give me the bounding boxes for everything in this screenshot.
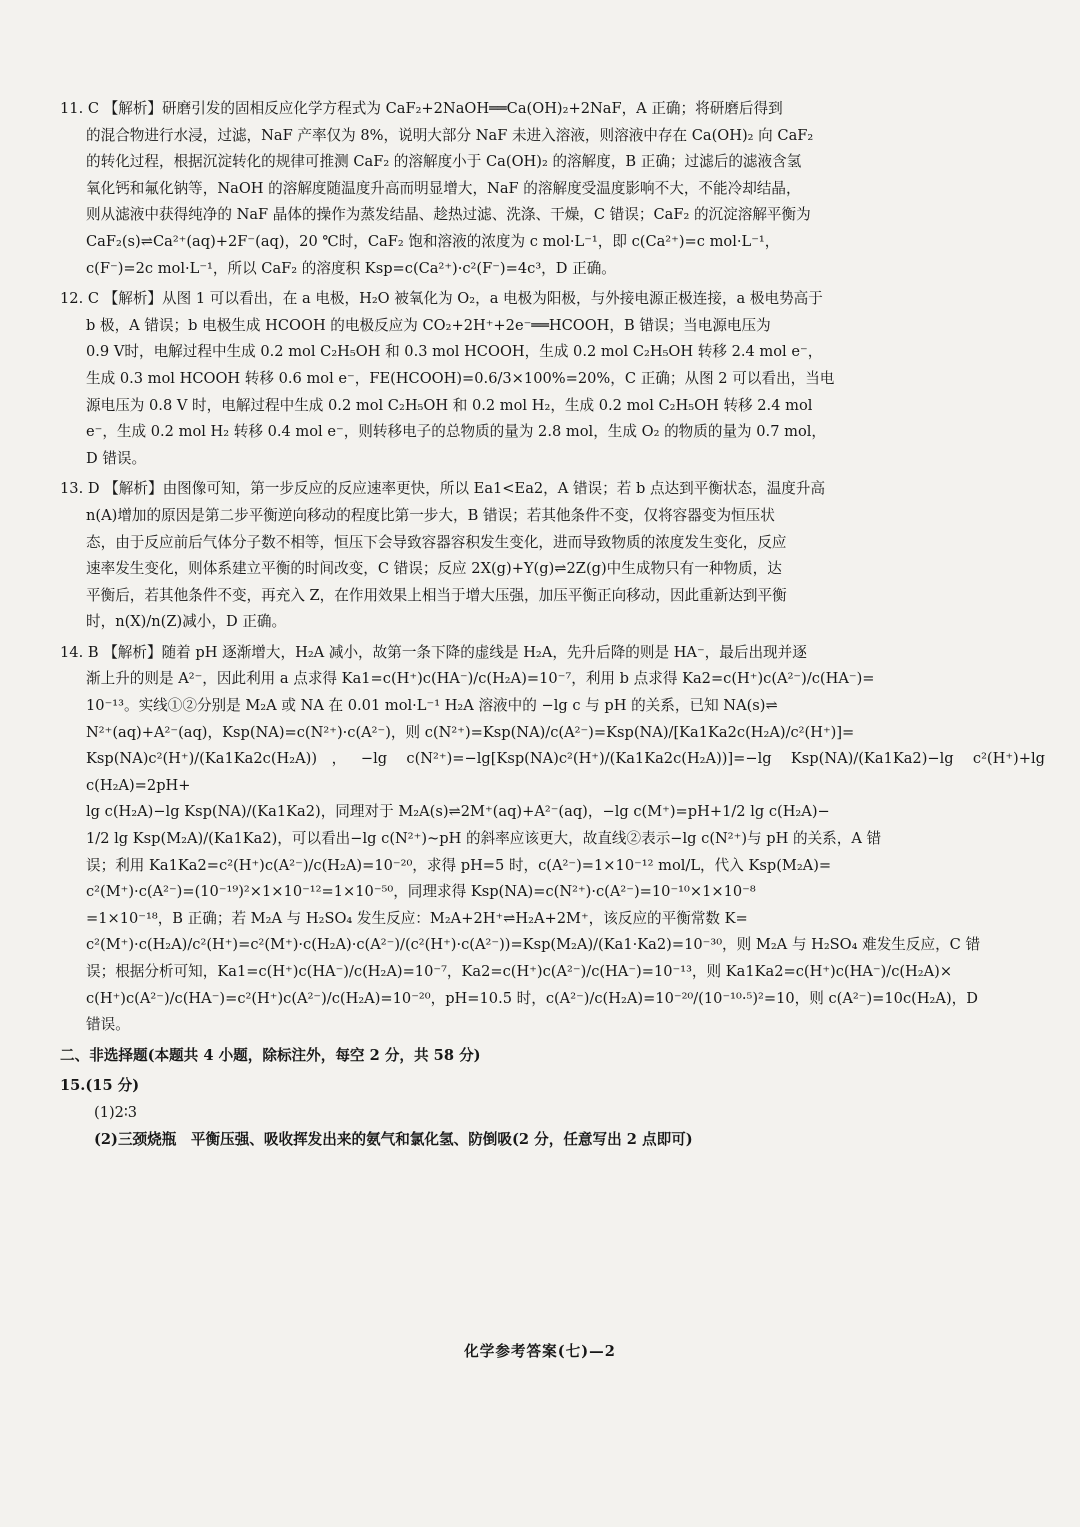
q13-line: 平衡后，若其他条件不变，再充入 Z，在作用效果上相当于增大压强，加压平衡正向移动，因此重新达到平衡 xyxy=(86,586,787,604)
q11-line: 的混合物进行水浸，过滤，NaF 产率仅为 8%，说明大部分 NaF 未进入溶液，则溶液中存在 Ca(OH)₂ 向 CaF₂ xyxy=(86,126,814,144)
question-12 xyxy=(60,286,1045,472)
q12-line: e⁻，生成 0.2 mol H₂ 转移 0.4 mol e⁻，则转移电子的总物质的量为 2.8 mol，生成 O₂ 的物质的量为 0.7 mol， xyxy=(86,423,827,441)
q15-answer-2: (2)三颈烧瓶 平衡压强、吸收挥发出来的氨气和氯化氢、防倒吸(2 分，任意写出 2 点即可) xyxy=(94,1130,693,1148)
q12-line: 12. C 【解析】从图 1 可以看出，在 a 电极，H₂O 被氧化为 O₂，a 电极为阳极，与外接电源正极连接，a 极电势高于 xyxy=(60,290,823,308)
q13-line: 态，由于反应前后气体分子数不相等，恒压下会导致容器容积发生变化，进而导致物质的浓度发生变化，反应 xyxy=(86,533,787,551)
question-14 xyxy=(60,640,1045,1039)
q14-line: c(H⁺)c(A²⁻)/c(HA⁻)=c²(H⁺)c(A²⁻)/c(H₂A)=10⁻²⁰，pH=10.5 时，c(A²⁻)/c(H₂A)=10⁻²⁰/(10⁻¹⁰·⁵)²=10，则 c(A²⁻)=10c(H₂A)，D xyxy=(86,989,978,1007)
q14-line: c²(M⁺)·c(H₂A)/c²(H⁺)=c²(M⁺)·c(H₂A)·c(A²⁻)/(c²(H⁺)·c(A²⁻))=Ksp(M₂A)/(Ka1·Ka2)=10⁻³⁰，则 M₂A 与 H₂SO₄ 难发生反应，C 错 xyxy=(86,936,981,954)
q14-line: 14. B 【解析】随着 pH 逐渐增大，H₂A 减小，故第一条下降的虚线是 H₂A，先升后降的则是 HA⁻，最后出现并逐 xyxy=(60,643,807,661)
q14-line: 错误。 xyxy=(86,1016,130,1034)
q12-line: b 极，A 错误；b 电极生成 HCOOH 的电极反应为 CO₂+2H⁺+2e⁻══HCOOH，B 错误；当电源电压为 xyxy=(86,316,771,334)
section-2-title: 二、非选择题(本题共 4 小题，除标注外，每空 2 分，共 58 分) xyxy=(60,1046,481,1064)
q11-line: CaF₂(s)⇌Ca²⁺(aq)+2F⁻(aq)，20 ℃时，CaF₂ 饱和溶液的浓度为 c mol·L⁻¹，即 c(Ca²⁺)=c mol·L⁻¹， xyxy=(86,232,780,250)
q14-line: 渐上升的则是 A²⁻，因此利用 a 点求得 Ka1=c(H⁺)c(HA⁻)/c(H₂A)=10⁻⁷，利用 b 点求得 Ka2=c(H⁺)c(A²⁻)/c(HA⁻)= xyxy=(86,670,875,688)
q13-line: 速率发生变化，则体系建立平衡的时间改变，C 错误；反应 2X(g)+Y(g)⇌2Z(g)中生成物只有一种物质，达 xyxy=(86,560,782,578)
q14-line: lg c(H₂A)−lg Ksp(NA)/(Ka1Ka2)，同理对于 M₂A(s)⇌2M⁺(aq)+A²⁻(aq)，−lg c(M⁺)=pH+1/2 lg c(H₂A)− xyxy=(86,803,830,821)
q12-line: 源电压为 0.8 V 时，电解过程中生成 0.2 mol C₂H₅OH 和 0.2 mol H₂，生成 0.2 mol C₂H₅OH 转移 2.4 mol xyxy=(86,396,813,414)
q14-line: c²(M⁺)·c(A²⁻)=(10⁻¹⁹)²×1×10⁻¹²=1×10⁻⁵⁰，同理求得 Ksp(NA)=c(N²⁺)·c(A²⁻)=10⁻¹⁰×1×10⁻⁸ xyxy=(86,883,756,901)
q12-line: 0.9 V时，电解过程中生成 0.2 mol C₂H₅OH 和 0.3 mol HCOOH，生成 0.2 mol C₂H₅OH 转移 2.4 mol e⁻， xyxy=(86,343,823,361)
question-15-title: 15.(15 分) xyxy=(60,1077,140,1095)
q14-line: 1/2 lg Ksp(M₂A)/(Ka1Ka2)，可以看出−lg c(N²⁺)~pH 的斜率应该更大，故直线②表示−lg c(N²⁺)与 pH 的关系，A 错 xyxy=(86,830,882,848)
q13-line: 13. D 【解析】由图像可知，第一步反应的反应速率更快，所以 Ea1<Ea2，A 错误；若 b 点达到平衡状态，温度升高 xyxy=(60,480,826,498)
q14-line: Ksp(NA)c²(H⁺)/(Ka1Ka2c(H₂A))，−lg c(N²⁺)=−lg[Ksp(NA)c²(H⁺)/(Ka1Ka2c(H₂A))]=−lg Ksp(NA)/(Ka1Ka2)−lg c²(H⁺)+lg c(H₂A)=2pH+ xyxy=(86,750,1045,794)
q12-line: D 错误。 xyxy=(86,449,147,467)
q11-line: 氧化钙和氟化钠等，NaOH 的溶解度随温度升高而明显增大，NaF 的溶解度受温度影响不大，不能冷却结晶， xyxy=(86,179,801,197)
page-footer: 化学参考答案(七)—2 xyxy=(464,1343,616,1360)
question-11 xyxy=(60,96,1045,282)
q12-line: 生成 0.3 mol HCOOH 转移 0.6 mol e⁻，FE(HCOOH)=0.6/3×100%=20%，C 正确；从图 2 可以看出，当电 xyxy=(86,369,835,387)
q13-line: 时，n(X)/n(Z)减小，D 正确。 xyxy=(86,613,287,631)
question-13 xyxy=(60,476,1045,636)
q11-line: 则从滤液中获得纯净的 NaF 晶体的操作为蒸发结晶、趁热过滤、洗涤、干燥，C 错误；CaF₂ 的沉淀溶解平衡为 xyxy=(86,206,811,224)
q15-answer-1: (1)2∶3 xyxy=(94,1103,138,1121)
q14-line: N²⁺(aq)+A²⁻(aq)，Ksp(NA)=c(N²⁺)·c(A²⁻)，则 c(N²⁺)=Ksp(NA)/c(A²⁻)=Ksp(NA)/[Ka1Ka2c(H₂A)/c²(H⁺)]= xyxy=(86,723,855,741)
q14-line: =1×10⁻¹⁸，B 正确；若 M₂A 与 H₂SO₄ 发生反应：M₂A+2H⁺⇌H₂A+2M⁺，该反应的平衡常数 K= xyxy=(86,909,748,927)
q11-line: c(F⁻)=2c mol·L⁻¹，所以 CaF₂ 的溶度积 Ksp=c(Ca²⁺)·c²(F⁻)=4c³，D 正确。 xyxy=(86,259,616,277)
answer-content xyxy=(60,96,1045,1153)
q14-line: 10⁻¹³。实线①②分别是 M₂A 或 NA 在 0.01 mol·L⁻¹ H₂A 溶液中的 −lg c 与 pH 的关系，已知 NA(s)⇌ xyxy=(86,697,778,715)
q11-line: 11. C 【解析】研磨引发的固相反应化学方程式为 CaF₂+2NaOH══Ca(OH)₂+2NaF，A 正确；将研磨后得到 xyxy=(60,100,783,117)
q11-line: 的转化过程，根据沉淀转化的规律可推测 CaF₂ 的溶解度小于 Ca(OH)₂ 的溶解度，B 正确；过滤后的滤液含氢 xyxy=(86,153,802,171)
q13-line: n(A)增加的原因是第二步平衡逆向移动的程度比第一步大，B 错误；若其他条件不变，仅将容器变为恒压状 xyxy=(86,506,775,524)
q14-line: 误；根据分析可知，Ka1=c(H⁺)c(HA⁻)/c(H₂A)=10⁻⁷，Ka2=c(H⁺)c(A²⁻)/c(HA⁻)=10⁻¹³，则 Ka1Ka2=c(H⁺)c(HA⁻)/c(H₂A)× xyxy=(86,963,953,980)
q14-line: 误；利用 Ka1Ka2=c²(H⁺)c(A²⁻)/c(H₂A)=10⁻²⁰，求得 pH=5 时，c(A²⁻)=1×10⁻¹² mol/L，代入 Ksp(M₂A)= xyxy=(86,856,832,874)
